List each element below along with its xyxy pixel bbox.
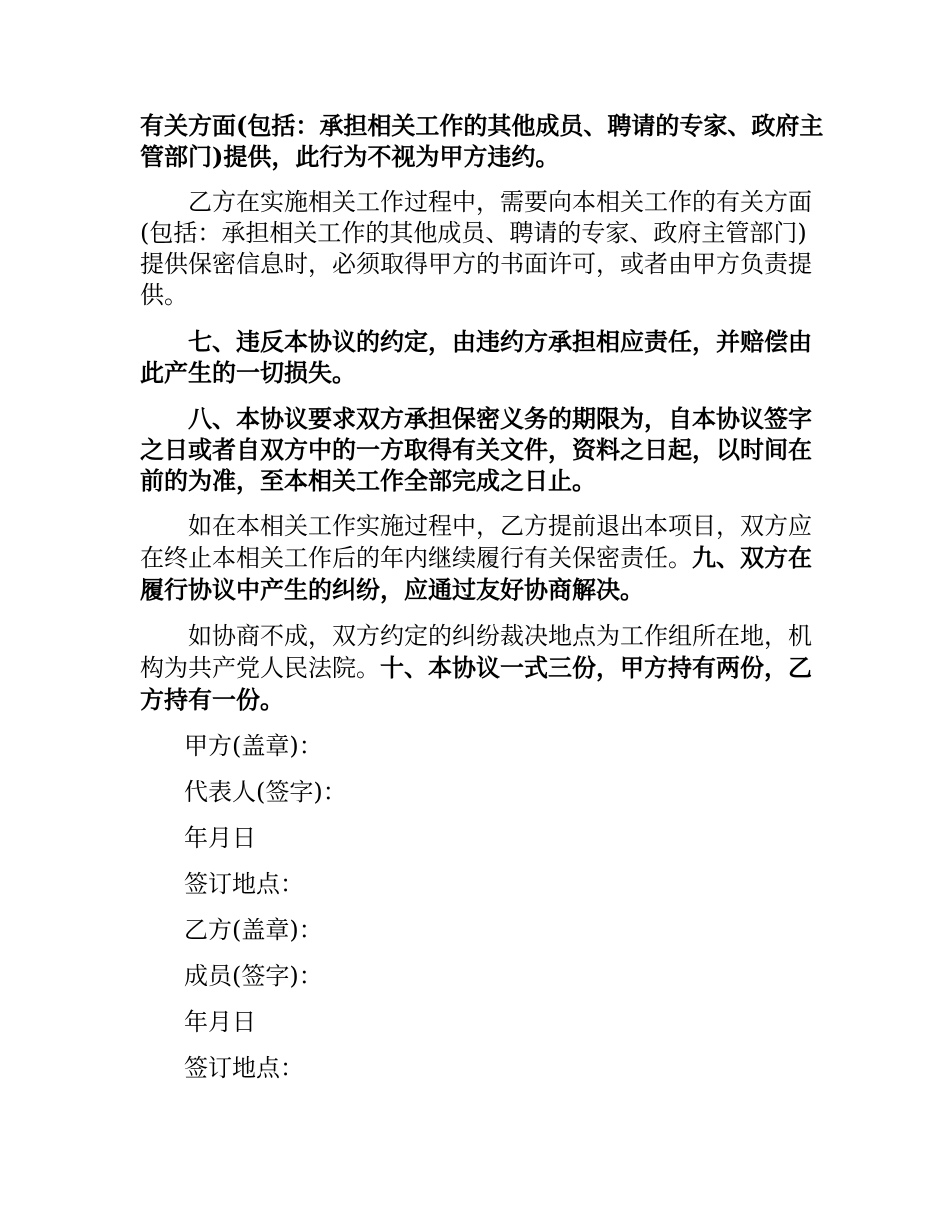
clause-9-dispute-resolution: 九、双方在履行协议中产生的纠纷，应通过友好协商解决。 <box>140 543 812 604</box>
party-a-seal-label: 甲方(盖章)： <box>184 732 323 760</box>
paragraph-party-disclosure-exception: 有关方面(包括：承担相关工作的其他成员、聘请的专家、政府主管部门)提供，此行为不视为甲方违约。 <box>140 111 824 171</box>
party-b-date-label: 年月日 <box>184 1008 256 1036</box>
party-b-seal-label: 乙方(盖章)： <box>184 916 323 944</box>
paragraph-party-b-disclosure: 乙方在实施相关工作过程中，需要向本相关工作的有关方面(包括：承担相关工作的其他成员、聘请的专家、政府主管部门)提供保密信息时，必须取得甲方的书面许可，或者由甲方负责提供。 <box>140 188 812 309</box>
party-b-member-signature-label: 成员(签字)： <box>184 962 323 990</box>
arbitration-text: 如协商不成，双方约定的纠纷裁决地点为工作组所在地，机构为共产党人民法院。 <box>140 622 812 682</box>
party-b-signing-place-label: 签订地点： <box>184 1054 304 1082</box>
document-page <box>140 110 830 1099</box>
early-exit-text: 如在本相关工作实施过程中，乙方提前退出本项目，双方应在终止本相关工作后的年内继续履行有关保密责任。 <box>140 512 812 572</box>
signature-block <box>140 731 830 1099</box>
paragraph-early-exit-and-clause-9 <box>140 511 830 606</box>
party-a-representative-signature-label: 代表人(签字)： <box>184 778 347 806</box>
clause-7-breach-liability: 七、违反本协议的约定，由违约方承担相应责任，并赔偿由此产生的一切损失。 <box>140 327 812 387</box>
clause-10-copies: 十、本协议一式三份，甲方持有两份，乙方持有一份。 <box>140 653 812 714</box>
party-a-date-label: 年月日 <box>184 824 256 852</box>
party-a-signing-place-label: 签订地点： <box>184 870 304 898</box>
paragraph-arbitration-and-clause-10 <box>140 621 830 716</box>
clause-8-confidentiality-period: 八、本协议要求双方承担保密义务的期限为，自本协议签字之日或者自双方中的一方取得有关文件，资料之日起，以时间在前的为准，至本相关工作全部完成之日止。 <box>140 404 812 495</box>
